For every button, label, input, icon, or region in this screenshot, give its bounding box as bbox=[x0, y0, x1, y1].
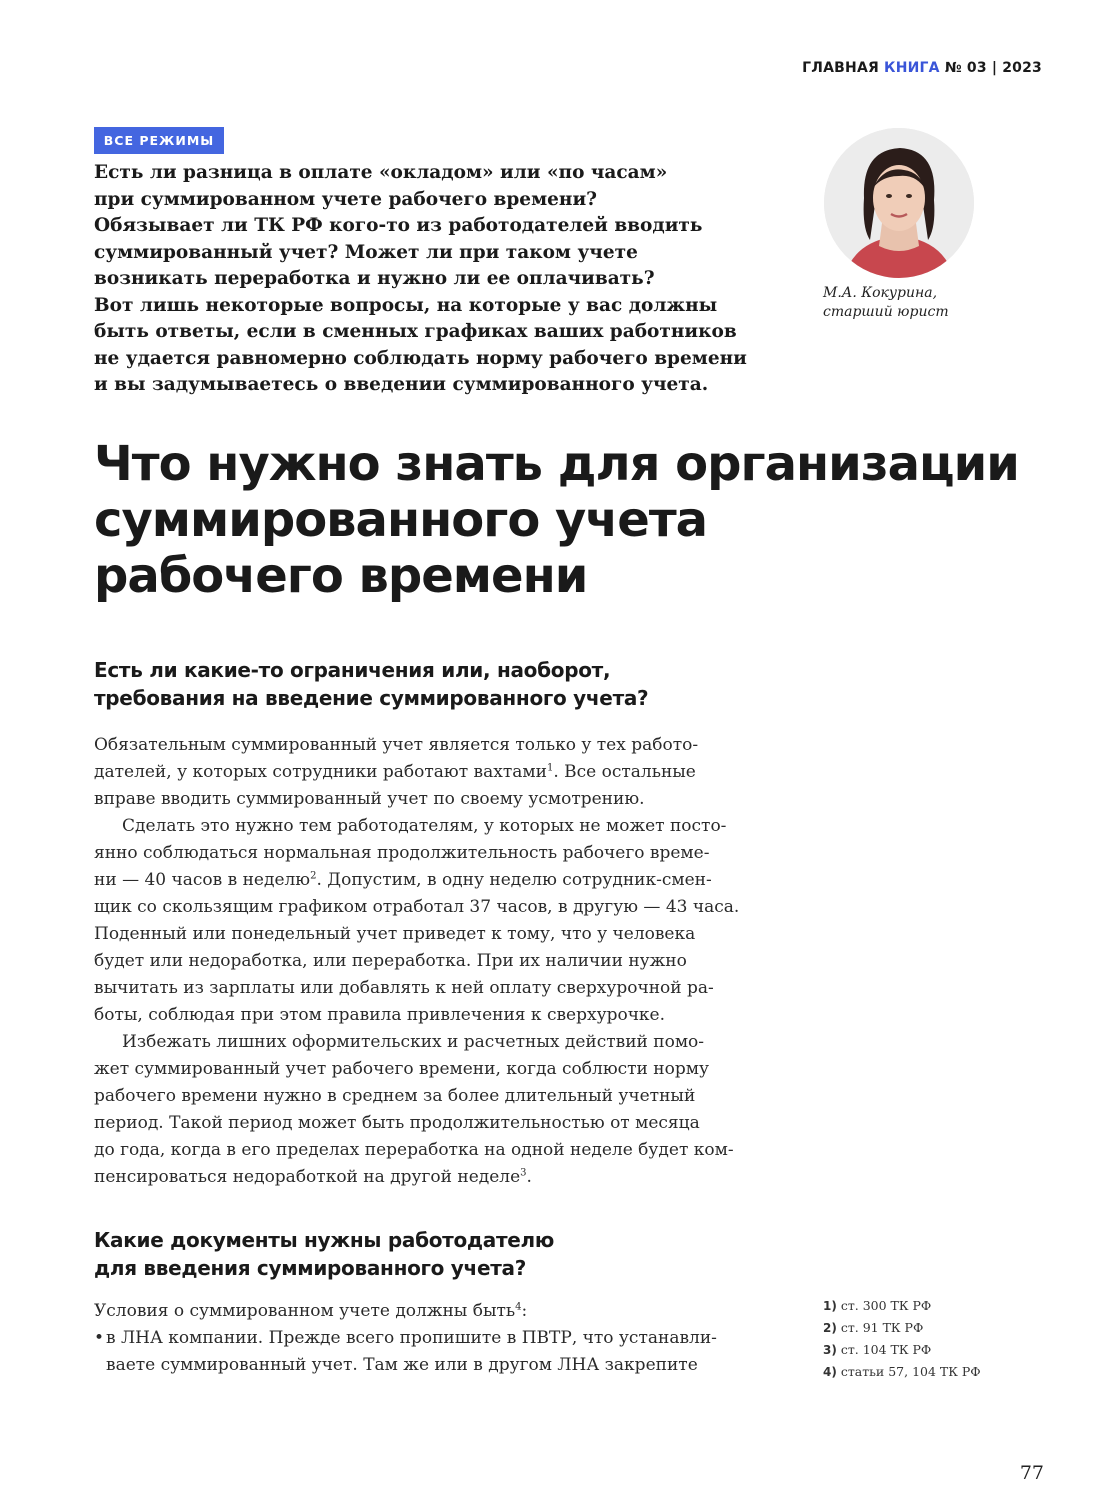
footnote-item bbox=[823, 1317, 981, 1339]
footnote-ref: 2 bbox=[310, 870, 317, 882]
footnote-text: ст. 91 ТК РФ bbox=[840, 1320, 924, 1335]
lead-line: Вот лишь некоторые вопросы, на которые у вас должны bbox=[94, 294, 718, 316]
footnote-number: 1) bbox=[823, 1299, 837, 1313]
body-line: период. Такой период может быть продолжительностью от месяца bbox=[94, 1113, 700, 1133]
lead-line: и вы задумываетесь о введении суммированного учета. bbox=[94, 374, 709, 395]
brand-part1: ГЛАВНАЯ bbox=[802, 60, 879, 76]
body-line bbox=[94, 1298, 774, 1325]
body-line: рабочего времени нужно в среднем за более длительный учетный bbox=[94, 1086, 696, 1106]
body-line: Поденный или понедельный учет приведет к тому, что у человека bbox=[94, 924, 696, 944]
lead-line: возникать переработка и нужно ли ее оплачивать? bbox=[94, 268, 655, 289]
body-line: янно соблюдаться нормальная продолжительность рабочего време- bbox=[94, 843, 710, 863]
body-text: дателей, у которых сотрудники работают вахтами bbox=[94, 762, 547, 782]
body-text: : bbox=[521, 1301, 528, 1321]
author-name: М.А. Кокурина, bbox=[823, 285, 938, 301]
body-line: вправе вводить суммированный учет по своему усмотрению. bbox=[94, 789, 645, 809]
body-text: ни — 40 часов в неделю bbox=[94, 870, 311, 890]
author-caption bbox=[823, 284, 949, 322]
body-line: Сделать это нужно тем работодателям, у которых не может посто- bbox=[122, 816, 727, 836]
footnote-text: статьи 57, 104 ТК РФ bbox=[840, 1364, 981, 1379]
section2-body bbox=[94, 1298, 774, 1379]
lead-line: быть ответы, если в сменных графиках ваших работников bbox=[94, 321, 737, 342]
footnote-ref: 3 bbox=[520, 1167, 527, 1179]
heading-line: Какие документы нужны работодателю bbox=[94, 1228, 555, 1252]
magazine-header bbox=[802, 60, 1042, 76]
page-number: 77 bbox=[1019, 1462, 1044, 1484]
lead-line: суммированный учет? Может ли при таком учете bbox=[94, 241, 638, 263]
footnote-item bbox=[823, 1361, 981, 1383]
lead-line: не удается равномерно соблюдать норму рабочего времени bbox=[94, 347, 747, 369]
footnote-ref: 4 bbox=[515, 1301, 522, 1313]
category-tag: ВСЕ РЕЖИМЫ bbox=[94, 127, 224, 154]
body-line: будет или недоработка, или переработка. При их наличии нужно bbox=[94, 951, 687, 971]
body-text: . bbox=[526, 1167, 532, 1187]
body-line: вычитать из зарплаты или добавлять к ней оплату сверхурочной ра- bbox=[94, 978, 714, 998]
lead-line: при суммированном учете рабочего времени? bbox=[94, 188, 598, 210]
section2-heading bbox=[94, 1226, 554, 1282]
author-photo bbox=[824, 128, 974, 278]
title-line: рабочего времени bbox=[94, 548, 588, 604]
body-line: Обязательным суммированный учет является только у тех работо- bbox=[94, 735, 699, 755]
footnote-text: ст. 104 ТК РФ bbox=[840, 1342, 932, 1357]
footnotes bbox=[823, 1295, 981, 1383]
body-line: Избежать лишних оформительских и расчетных действий помо- bbox=[122, 1032, 705, 1052]
footnote-number: 4) bbox=[823, 1365, 837, 1379]
bullet-dot-icon: • bbox=[94, 1328, 105, 1348]
body-text: . Допустим, в одну неделю сотрудник-смен- bbox=[316, 870, 712, 890]
heading-line: требования на введение суммированного учета? bbox=[94, 686, 649, 710]
body-text: Условия о суммированном учете должны быть bbox=[94, 1301, 516, 1321]
footnote-number: 3) bbox=[823, 1343, 837, 1357]
title-line: Что нужно знать для организации bbox=[94, 436, 1019, 492]
body-line bbox=[94, 867, 774, 894]
heading-line: для введения суммированного учета? bbox=[94, 1256, 526, 1280]
body-line: щик со скользящим графиком отработал 37 часов, в другую — 43 часа. bbox=[94, 897, 740, 917]
footnote-ref: 1 bbox=[546, 762, 554, 774]
title-line: суммированного учета bbox=[94, 492, 708, 548]
footnote-text: ст. 300 ТК РФ bbox=[840, 1298, 932, 1313]
footnote-item bbox=[823, 1295, 981, 1317]
footnote-item bbox=[823, 1339, 981, 1361]
bullet-line: ваете суммированный учет. Там же или в другом ЛНА закрепите bbox=[106, 1355, 698, 1375]
lead-paragraph bbox=[94, 160, 794, 399]
lead-line: Обязывает ли ТК РФ кого-то из работодателей вводить bbox=[94, 215, 703, 236]
author-position: старший юрист bbox=[823, 304, 949, 320]
body-line bbox=[94, 1164, 774, 1191]
body-text: пенсироваться недоработкой на другой неделе bbox=[94, 1167, 521, 1187]
bullet-item bbox=[94, 1325, 774, 1379]
body-line: жет суммированный учет рабочего времени, когда соблюсти норму bbox=[94, 1059, 709, 1079]
heading-line: Есть ли какие-то ограничения или, наоборот, bbox=[94, 658, 611, 682]
body-line bbox=[94, 759, 774, 786]
section1-heading bbox=[94, 656, 648, 712]
brand-part2: КНИГА bbox=[884, 60, 940, 76]
lead-line: Есть ли разница в оплате «окладом» или «по часам» bbox=[94, 162, 668, 183]
bullet-line: в ЛНА компании. Прежде всего пропишите в ПВТР, что устанавли- bbox=[106, 1328, 717, 1348]
body-line: до года, когда в его пределах переработка на одной неделе будет ком- bbox=[94, 1140, 734, 1160]
issue-number: № 03 | 2023 bbox=[944, 60, 1042, 76]
section1-body bbox=[94, 732, 774, 1191]
body-text: . Все остальные bbox=[553, 762, 696, 782]
author-portrait-icon bbox=[824, 128, 974, 278]
body-line: боты, соблюдая при этом правила привлечения к сверхурочке. bbox=[94, 1005, 666, 1025]
article-title bbox=[94, 436, 1054, 604]
footnote-number: 2) bbox=[823, 1321, 837, 1335]
